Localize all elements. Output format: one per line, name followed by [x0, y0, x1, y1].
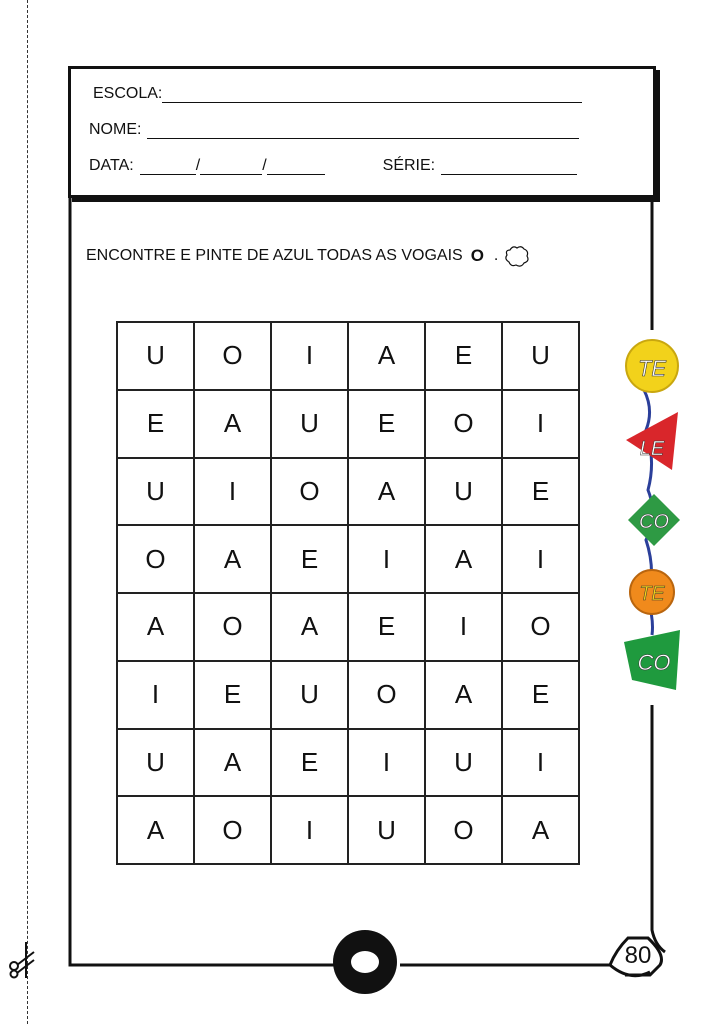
letter-cell[interactable]: A	[425, 525, 502, 593]
student-info-box	[68, 66, 656, 198]
letter-cell[interactable]: I	[348, 729, 425, 797]
letter-cell[interactable]: A	[425, 661, 502, 729]
letter-cell[interactable]: U	[117, 729, 194, 797]
letter-cell[interactable]: O	[117, 525, 194, 593]
letter-cell[interactable]: A	[117, 593, 194, 661]
letter-cell[interactable]: E	[271, 729, 348, 797]
grid-row	[117, 593, 579, 661]
date-separator: /	[262, 157, 267, 174]
letter-cell[interactable]: O	[348, 661, 425, 729]
grid-row	[117, 458, 579, 526]
grid-row	[117, 661, 579, 729]
letter-cell[interactable]: O	[425, 390, 502, 458]
letter-cell[interactable]: O	[271, 458, 348, 526]
instruction-text: ENCONTRE E PINTE DE AZUL TODAS AS VOGAIS	[86, 247, 463, 264]
target-vowel: O	[470, 246, 484, 265]
grid-row	[117, 796, 579, 864]
tag-label: LE	[639, 438, 665, 460]
letter-cell[interactable]: I	[502, 729, 579, 797]
school-label: ESCOLA:	[93, 85, 163, 102]
letter-grid	[116, 321, 580, 865]
color-blob-icon	[504, 244, 530, 268]
letter-cell[interactable]: A	[194, 390, 271, 458]
letter-cell[interactable]: U	[425, 729, 502, 797]
letter-cell[interactable]: U	[502, 322, 579, 390]
letter-cell[interactable]: I	[117, 661, 194, 729]
letter-cell[interactable]: I	[348, 525, 425, 593]
letter-cell[interactable]: A	[194, 525, 271, 593]
date-day-field[interactable]	[140, 158, 196, 175]
grid-row	[117, 322, 579, 390]
letter-cell[interactable]: E	[194, 661, 271, 729]
letter-cell[interactable]: O	[194, 322, 271, 390]
letter-cell[interactable]: E	[502, 458, 579, 526]
letter-cell[interactable]: U	[348, 796, 425, 864]
name-field[interactable]	[147, 122, 579, 139]
letter-cell[interactable]: U	[271, 390, 348, 458]
letter-cell[interactable]: E	[425, 322, 502, 390]
grid-row	[117, 729, 579, 797]
letter-cell[interactable]: E	[502, 661, 579, 729]
school-field[interactable]	[162, 86, 582, 103]
letter-cell[interactable]: O	[425, 796, 502, 864]
letter-cell[interactable]: E	[271, 525, 348, 593]
letter-cell[interactable]: A	[502, 796, 579, 864]
ring-icon	[333, 930, 397, 994]
tag-label: TE	[637, 356, 667, 381]
grid-row	[117, 390, 579, 458]
letter-cell[interactable]: E	[348, 593, 425, 661]
letter-cell[interactable]: U	[425, 458, 502, 526]
tag-label: CO	[639, 511, 669, 533]
letter-cell[interactable]: A	[271, 593, 348, 661]
grid-row	[117, 525, 579, 593]
tag-label: TE	[639, 583, 665, 605]
tag-label: CO	[637, 650, 671, 675]
letter-cell[interactable]: I	[502, 390, 579, 458]
orange-circle-tag-icon	[630, 570, 674, 614]
date-year-field[interactable]	[267, 158, 325, 175]
letter-cell[interactable]: E	[117, 390, 194, 458]
letter-cell[interactable]: I	[425, 593, 502, 661]
green-pennant-tag-icon	[624, 630, 680, 690]
letter-cell[interactable]: E	[348, 390, 425, 458]
date-separator: /	[195, 157, 201, 174]
date-label: DATA:	[89, 157, 134, 174]
date-month-field[interactable]	[200, 158, 262, 175]
letter-cell[interactable]: U	[117, 322, 194, 390]
letter-cell[interactable]: I	[194, 458, 271, 526]
letter-cell[interactable]: O	[194, 593, 271, 661]
letter-cell[interactable]: A	[348, 322, 425, 390]
letter-cell[interactable]: U	[271, 661, 348, 729]
name-label: NOME:	[89, 121, 142, 138]
letter-cell[interactable]: I	[271, 322, 348, 390]
letter-cell[interactable]: O	[194, 796, 271, 864]
letter-cell[interactable]: I	[271, 796, 348, 864]
green-diamond-tag-icon	[628, 494, 680, 546]
grade-label: SÉRIE:	[382, 157, 436, 174]
yellow-circle-tag-icon	[626, 340, 678, 392]
instruction-period: .	[493, 247, 499, 264]
letter-cell[interactable]: A	[348, 458, 425, 526]
syllable-tags-decoration	[618, 330, 688, 710]
date-row	[89, 157, 577, 175]
school-row	[93, 85, 582, 103]
letter-cell[interactable]: A	[194, 729, 271, 797]
letter-cell[interactable]: O	[502, 593, 579, 661]
page-number: 80	[624, 942, 652, 969]
grade-field[interactable]	[441, 158, 577, 175]
letter-cell[interactable]: A	[117, 796, 194, 864]
letter-cell[interactable]: I	[502, 525, 579, 593]
instruction	[86, 244, 530, 268]
letter-cell[interactable]: U	[117, 458, 194, 526]
name-row	[89, 121, 579, 139]
